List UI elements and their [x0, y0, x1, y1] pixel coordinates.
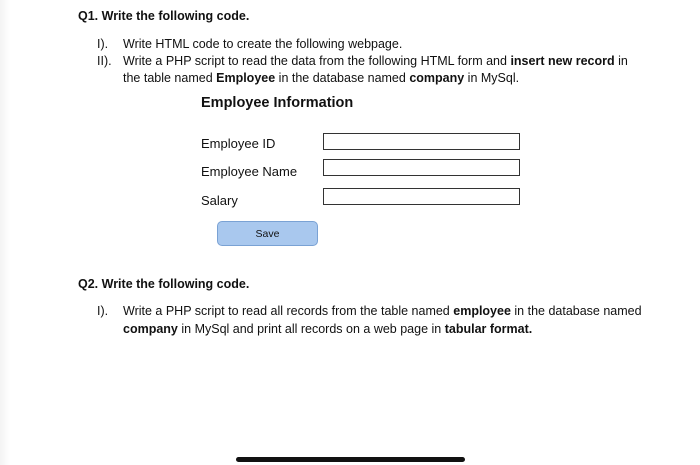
q2-item-1-text-c: in MySql and print all records on a web page in [177, 322, 445, 336]
save-button[interactable]: Save [217, 221, 318, 246]
q1-item-2-text-a: Write a PHP script to read the data from the following HTML form and [123, 54, 511, 68]
q1-heading: Q1. Write the following code. [78, 9, 250, 23]
form-title: Employee Information [201, 95, 354, 111]
employee-name-label: Employee Name [201, 164, 298, 179]
q1-item-2-bold-employee: Employee [216, 71, 276, 85]
salary-input[interactable] [323, 188, 520, 205]
q2-item-1-bold-company: company [123, 322, 178, 336]
q1-item-2-text-b: in [614, 54, 628, 68]
q2-item-1-line-1 [97, 304, 642, 318]
q2-item-1-bold-employee: employee [453, 304, 511, 318]
q2-item-1-text-b: in the database named [510, 304, 642, 318]
q1-item-1-number: I). [97, 37, 109, 51]
home-indicator-bar [236, 457, 465, 462]
page-edge-shadow [0, 0, 10, 465]
q1-item-2-text-d: in the database named [275, 71, 410, 85]
q1-item-2-text-c: the table named [123, 71, 217, 85]
q1-item-2-bold-insert: insert new record [510, 54, 615, 68]
q1-item-2-number: II). [97, 54, 112, 68]
q2-item-1-bold-tabular: tabular format. [444, 322, 533, 336]
q1-item-2-line-2 [123, 71, 519, 85]
q1-item-2-bold-company: company [409, 71, 465, 85]
q2-item-1-line-2 [123, 322, 532, 336]
salary-label: Salary [201, 193, 238, 208]
q1-item-1-text: Write HTML code to create the following webpage. [123, 37, 403, 51]
q2-item-1-text-a: Write a PHP script to read all records from the table named [123, 304, 454, 318]
q1-item-1 [97, 37, 402, 51]
employee-id-input[interactable] [323, 133, 520, 150]
employee-id-label: Employee ID [201, 136, 276, 151]
q2-heading: Q2. Write the following code. [78, 277, 250, 291]
q2-item-1-number: I). [97, 304, 109, 318]
employee-name-input[interactable] [323, 159, 520, 176]
q1-item-2-line-1 [97, 54, 628, 68]
q1-item-2-text-e: in MySql. [464, 71, 520, 85]
